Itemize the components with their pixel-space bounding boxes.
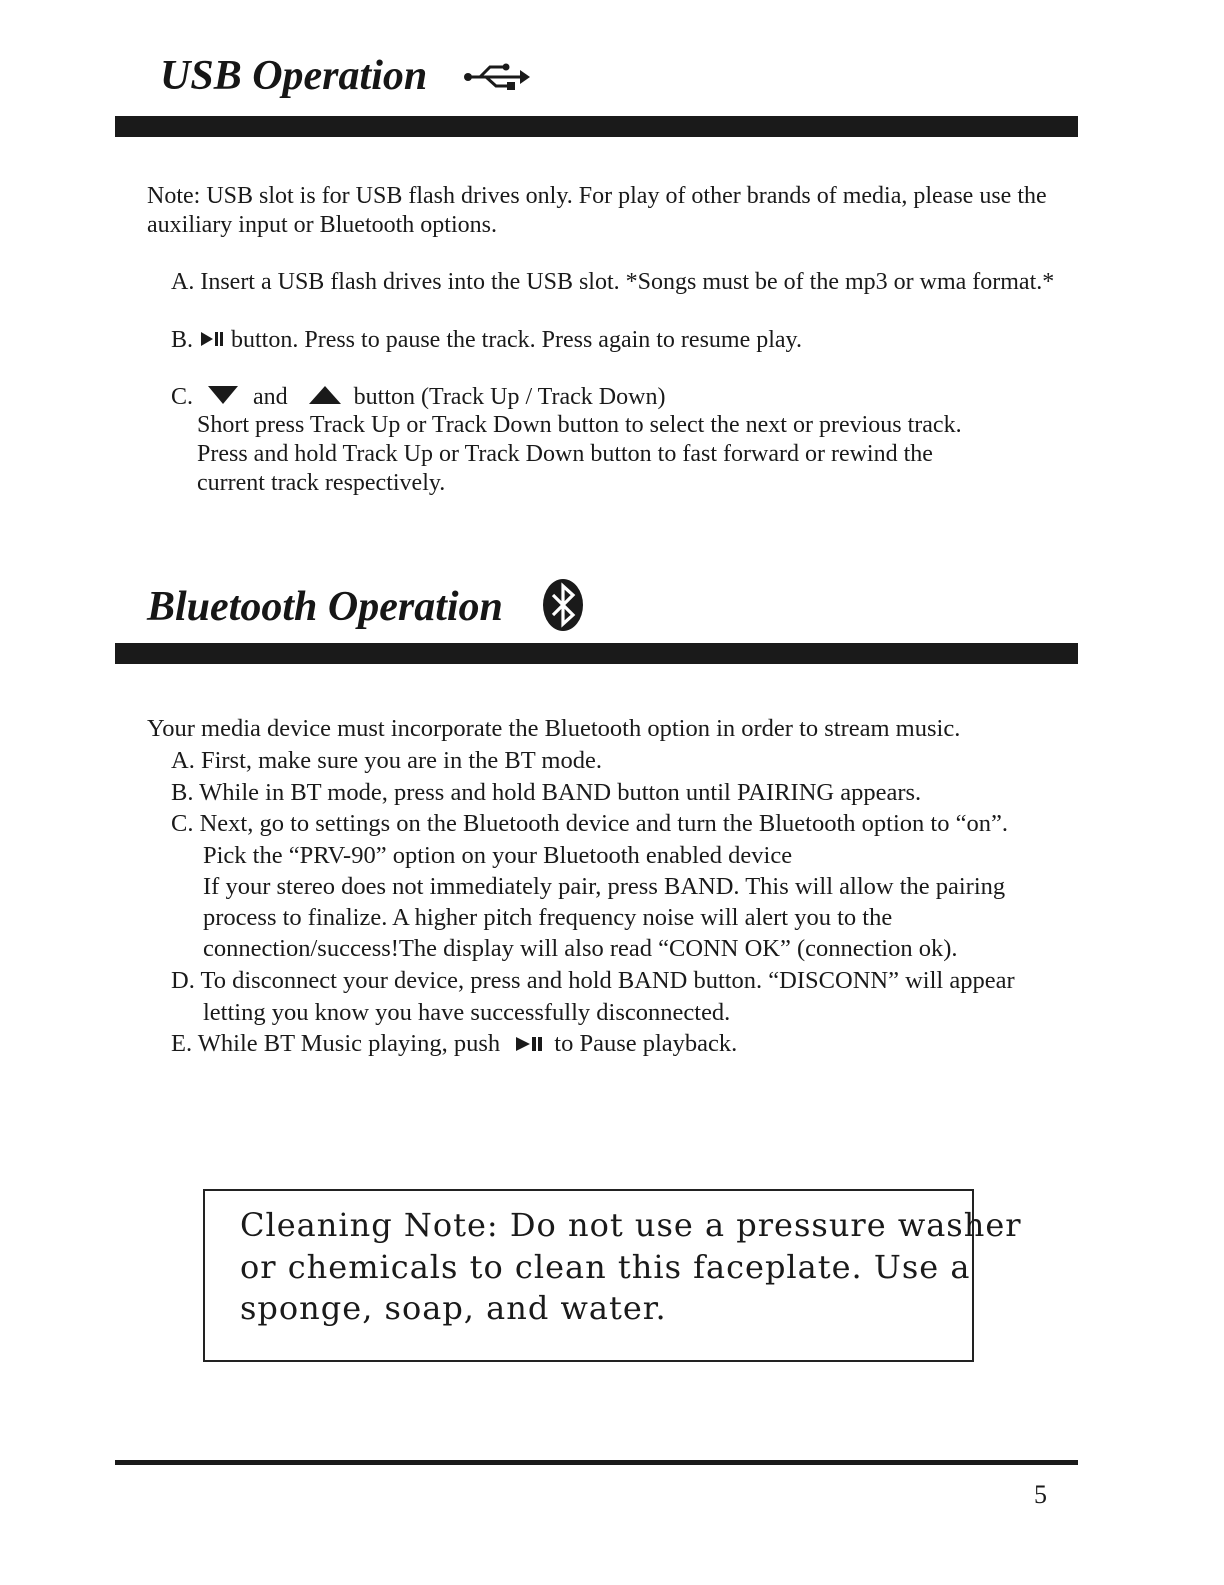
- usb-icon: [462, 62, 532, 92]
- usb-heading-rule: [115, 116, 1078, 137]
- usb-item-a: A. Insert a USB flash drives into the USB slot. *Songs must be of the mp3 or wma format.*: [171, 269, 1055, 295]
- bluetooth-heading: Bluetooth Operation: [147, 584, 503, 630]
- page-number: 5: [1034, 1480, 1047, 1509]
- bluetooth-item-c-line3: If your stereo does not immediately pair, press BAND. This will allow the pairing: [203, 873, 1006, 900]
- cleaning-note-box: [203, 1189, 1022, 1362]
- footer-rule: [115, 1460, 1078, 1465]
- play-pause-icon: [199, 327, 225, 356]
- usb-item-c-line2: Short press Track Up or Track Down button to select the next or previous track.: [197, 412, 962, 438]
- cleaning-note-line1: Cleaning Note: Do not use a pressure washer: [240, 1206, 1022, 1244]
- usb-item-c: [171, 383, 665, 413]
- bluetooth-item-d-line2: letting you know you have successfully disconnected.: [203, 999, 731, 1026]
- track-down-triangle-icon: [207, 384, 239, 413]
- usb-note-line2: auxiliary input or Bluetooth options.: [147, 212, 497, 238]
- usb-item-b: [171, 326, 802, 356]
- bluetooth-item-c: C. Next, go to settings on the Bluetooth device and turn the Bluetooth option to “on”.: [171, 810, 1008, 837]
- usb-item-c-text: button (Track Up / Track Down): [353, 384, 666, 410]
- usb-item-b-text: button. Press to pause the track. Press again to resume play.: [225, 327, 802, 353]
- cleaning-note-line2: or chemicals to clean this faceplate. Use a: [240, 1248, 971, 1286]
- usb-item-b-prefix: B.: [171, 327, 194, 353]
- bluetooth-item-c-line5: connection/success!The display will also read “CONN OK” (connection ok).: [203, 935, 958, 962]
- usb-note-line1: Note: USB slot is for USB flash drives only. For play of other brands of media, please use the: [147, 183, 1047, 209]
- bluetooth-item-e-prefix: E. While BT Music playing, push: [171, 1030, 501, 1057]
- usb-item-c-prefix: C.: [171, 384, 194, 410]
- play-pause-icon: [514, 1030, 546, 1062]
- usb-heading: USB Operation: [160, 53, 428, 99]
- usb-item-c-and: and: [253, 384, 288, 410]
- bluetooth-intro: Your media device must incorporate the Bluetooth option in order to stream music.: [147, 715, 961, 742]
- bluetooth-item-d: D. To disconnect your device, press and hold BAND button. “DISCONN” will appear: [171, 967, 1015, 994]
- cleaning-note-line3: sponge, soap, and water.: [240, 1289, 667, 1327]
- usb-item-c-line3: Press and hold Track Up or Track Down button to fast forward or rewind the: [197, 441, 933, 467]
- bluetooth-item-b: B. While in BT mode, press and hold BAND button until PAIRING appears.: [171, 779, 922, 806]
- track-up-triangle-icon: [308, 384, 342, 413]
- bluetooth-item-a: A. First, make sure you are in the BT mode.: [171, 747, 602, 774]
- bluetooth-item-e-suffix: to Pause playback.: [554, 1030, 738, 1057]
- usb-item-c-line4: current track respectively.: [197, 470, 446, 496]
- bluetooth-item-c-line4: process to finalize. A higher pitch frequency noise will alert you to the: [203, 904, 893, 931]
- bluetooth-item-c-line2: Pick the “PRV-90” option on your Bluetooth enabled device: [203, 842, 793, 869]
- bluetooth-heading-rule: [115, 643, 1078, 664]
- bluetooth-icon: [542, 578, 584, 632]
- bluetooth-item-e: [171, 1028, 737, 1061]
